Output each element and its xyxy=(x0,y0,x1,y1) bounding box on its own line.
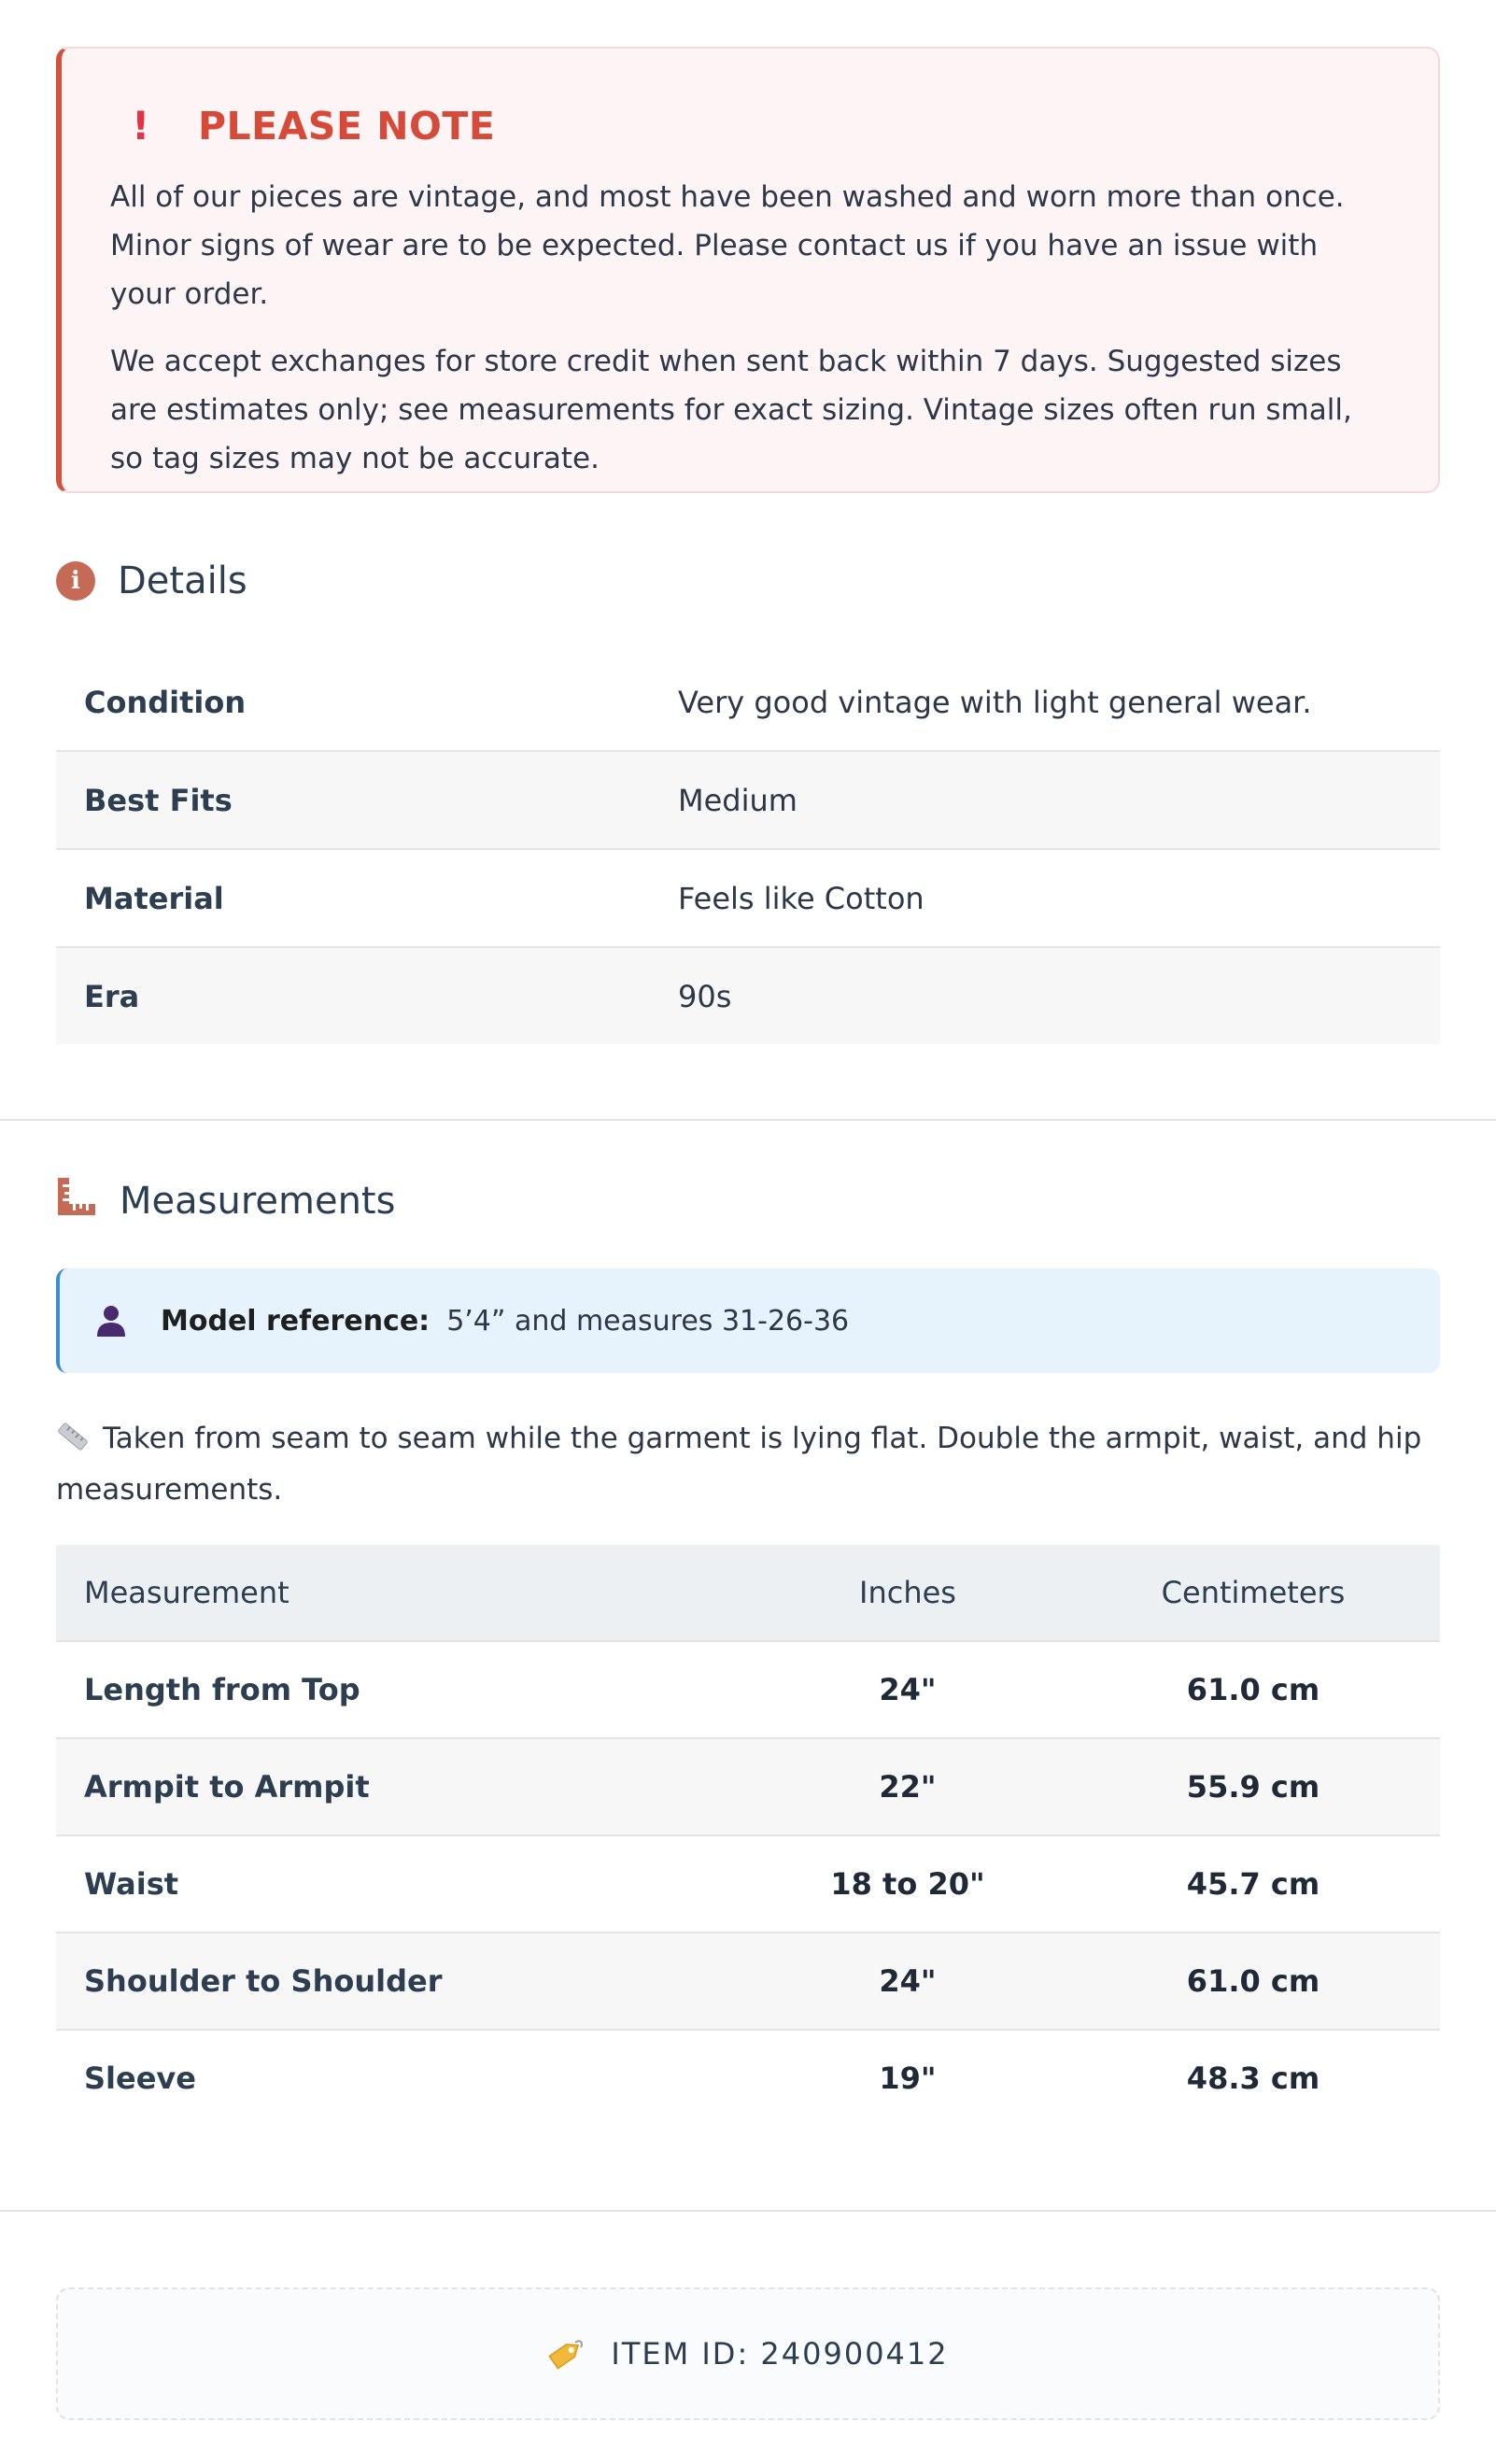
model-reference-box xyxy=(56,1268,1440,1373)
column-header-centimeters: Centimeters xyxy=(1066,1545,1440,1641)
detail-value: Medium xyxy=(678,751,1440,849)
column-header-measurement: Measurement xyxy=(56,1545,749,1641)
detail-key: Best Fits xyxy=(56,751,678,849)
person-icon xyxy=(95,1304,127,1338)
detail-value: Feels like Cotton xyxy=(678,849,1440,947)
note-paragraph-1: All of our pieces are vintage, and most have been washed and worn more than once. Minor signs of wear are to be expected. Please contact us if you have an issue with your order. xyxy=(110,180,1345,311)
note-heading xyxy=(110,103,1391,149)
measurement-inches: 18 to 20" xyxy=(749,1835,1066,1933)
detail-value: 90s xyxy=(678,947,1440,1044)
details-table xyxy=(56,654,1440,1044)
ruler-icon xyxy=(56,1176,97,1226)
note-title: PLEASE NOTE xyxy=(198,103,496,149)
note-paragraph-2: We accept exchanges for store credit when sent back within 7 days. Suggested sizes are estimates only; see measurements for exact sizing. Vintage sizes often run small, so tag sizes may not be accurate. xyxy=(110,345,1352,475)
table-row xyxy=(56,947,1440,1044)
table-row xyxy=(56,1933,1440,2030)
detail-key: Material xyxy=(56,849,678,947)
measurement-cm: 48.3 cm xyxy=(1186,2060,1320,2096)
measurement-cm: 61.0 cm xyxy=(1066,1933,1440,2030)
measurement-cm: 61.0 cm xyxy=(1066,1641,1440,1738)
measurements-heading xyxy=(56,1173,395,1229)
info-icon: i xyxy=(56,561,95,601)
measurements-table xyxy=(56,1545,1440,2126)
table-row xyxy=(56,2030,1440,2126)
exclamation-icon: ! xyxy=(132,103,150,149)
measurement-cm: 55.9 cm xyxy=(1066,1738,1440,1835)
section-divider xyxy=(0,1119,1496,1121)
column-header-inches: Inches xyxy=(749,1545,1066,1641)
ruler-pencil-icon xyxy=(56,1419,90,1466)
model-reference-label: Model reference: xyxy=(161,1304,430,1338)
model-reference-value: 5’4” and measures 31-26-36 xyxy=(446,1304,850,1338)
measurements-title: Measurements xyxy=(120,1180,396,1223)
measurement-instructions-text: Taken from seam to seam while the garment is lying flat. Double the armpit, waist, and hip measurements. xyxy=(56,1422,1422,1507)
measurement-inches: 19" xyxy=(879,2060,937,2096)
table-row xyxy=(56,1738,1440,1835)
detail-key: Condition xyxy=(56,654,678,751)
section-divider xyxy=(0,2210,1496,2212)
item-id-label: ITEM ID: 240900412 xyxy=(611,2336,949,2372)
table-header-row xyxy=(56,1545,1440,1641)
details-heading xyxy=(56,553,247,609)
measurement-name: Armpit to Armpit xyxy=(56,1738,749,1835)
measurement-cm: 45.7 cm xyxy=(1066,1835,1440,1933)
details-title: Details xyxy=(118,559,247,602)
detail-value: Very good vintage with light general wear. xyxy=(678,654,1440,751)
detail-key: Era xyxy=(56,947,678,1044)
table-row xyxy=(56,1835,1440,1933)
measurement-instructions xyxy=(56,1415,1440,1514)
measurement-inches: 24" xyxy=(749,1933,1066,2030)
table-row xyxy=(56,849,1440,947)
table-row xyxy=(56,654,1440,751)
measurement-name: Sleeve xyxy=(84,2060,196,2096)
tag-icon xyxy=(547,2337,585,2371)
measurement-inches: 22" xyxy=(749,1738,1066,1835)
table-row xyxy=(56,751,1440,849)
table-row xyxy=(56,1641,1440,1738)
please-note-box xyxy=(56,47,1440,493)
measurement-name: Length from Top xyxy=(56,1641,749,1738)
measurement-name: Shoulder to Shoulder xyxy=(56,1933,749,2030)
measurement-name: Waist xyxy=(56,1835,749,1933)
item-id-box xyxy=(56,2287,1440,2420)
measurement-inches: 24" xyxy=(749,1641,1066,1738)
